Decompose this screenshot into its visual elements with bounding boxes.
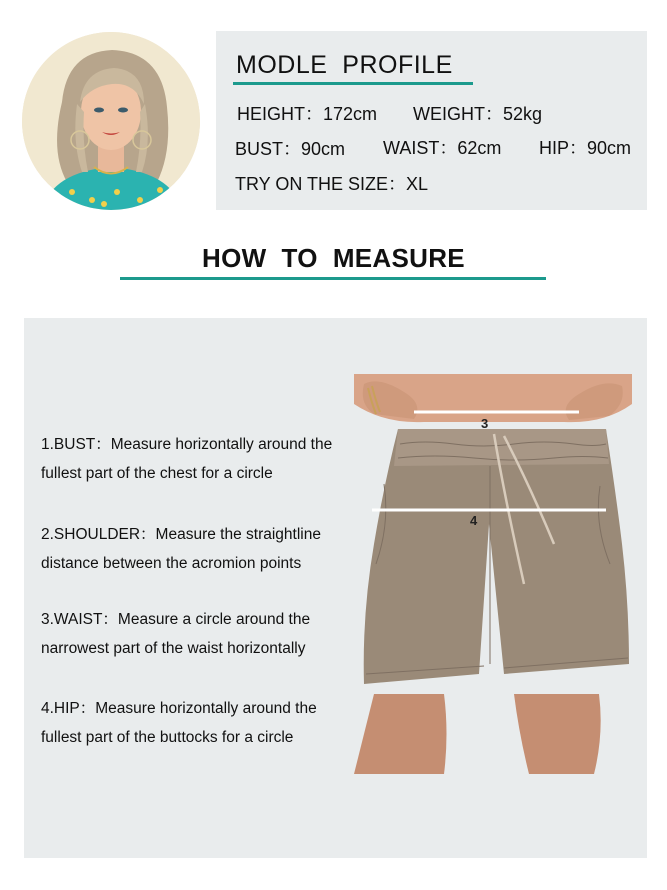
weight-value: WEIGHT：52kg (413, 104, 543, 124)
model-profile-card (216, 31, 647, 210)
hip-value: HIP：90cm (539, 138, 632, 158)
instruction-hip-line2: fullest part of the buttocks for a circle (41, 729, 294, 746)
how-to-measure-title: HOW TO MEASURE (202, 243, 465, 273)
model-portrait-image (22, 32, 200, 210)
how-to-measure-underline (120, 277, 546, 280)
instruction-waist (41, 605, 361, 663)
shorts-illustration (354, 374, 632, 774)
instruction-bust (41, 430, 361, 488)
instruction-waist-line2: narrowest part of the waist horizontally (41, 640, 306, 657)
profile-title-underline (233, 82, 473, 85)
try-on-size: TRY ON THE SIZE：XL (235, 174, 429, 194)
waist-measure-marker: 3 (481, 416, 489, 431)
instruction-shoulder (41, 520, 361, 578)
height-value: HEIGHT：172cm (237, 104, 378, 124)
bust-value: BUST：90cm (235, 139, 346, 159)
instruction-bust-line2: fullest part of the chest for a circle (41, 465, 273, 482)
shorts-product-photo (354, 374, 632, 774)
instruction-hip-line1: 4.HIP：Measure horizontally around the (41, 700, 317, 717)
instruction-shoulder-line1: 2.SHOULDER：Measure the straightline (41, 526, 321, 543)
instruction-shoulder-line2: distance between the acromion points (41, 555, 302, 572)
instruction-bust-line1: 1.BUST：Measure horizontally around the (41, 436, 333, 453)
model-avatar (22, 32, 200, 210)
waist-value: WAIST：62cm (383, 138, 502, 158)
measure-panel (24, 318, 647, 858)
hip-measure-marker: 4 (470, 513, 478, 528)
profile-title: MODLE PROFILE (236, 51, 453, 79)
instruction-hip (41, 694, 361, 752)
instruction-waist-line1: 3.WAIST：Measure a circle around the (41, 611, 311, 628)
